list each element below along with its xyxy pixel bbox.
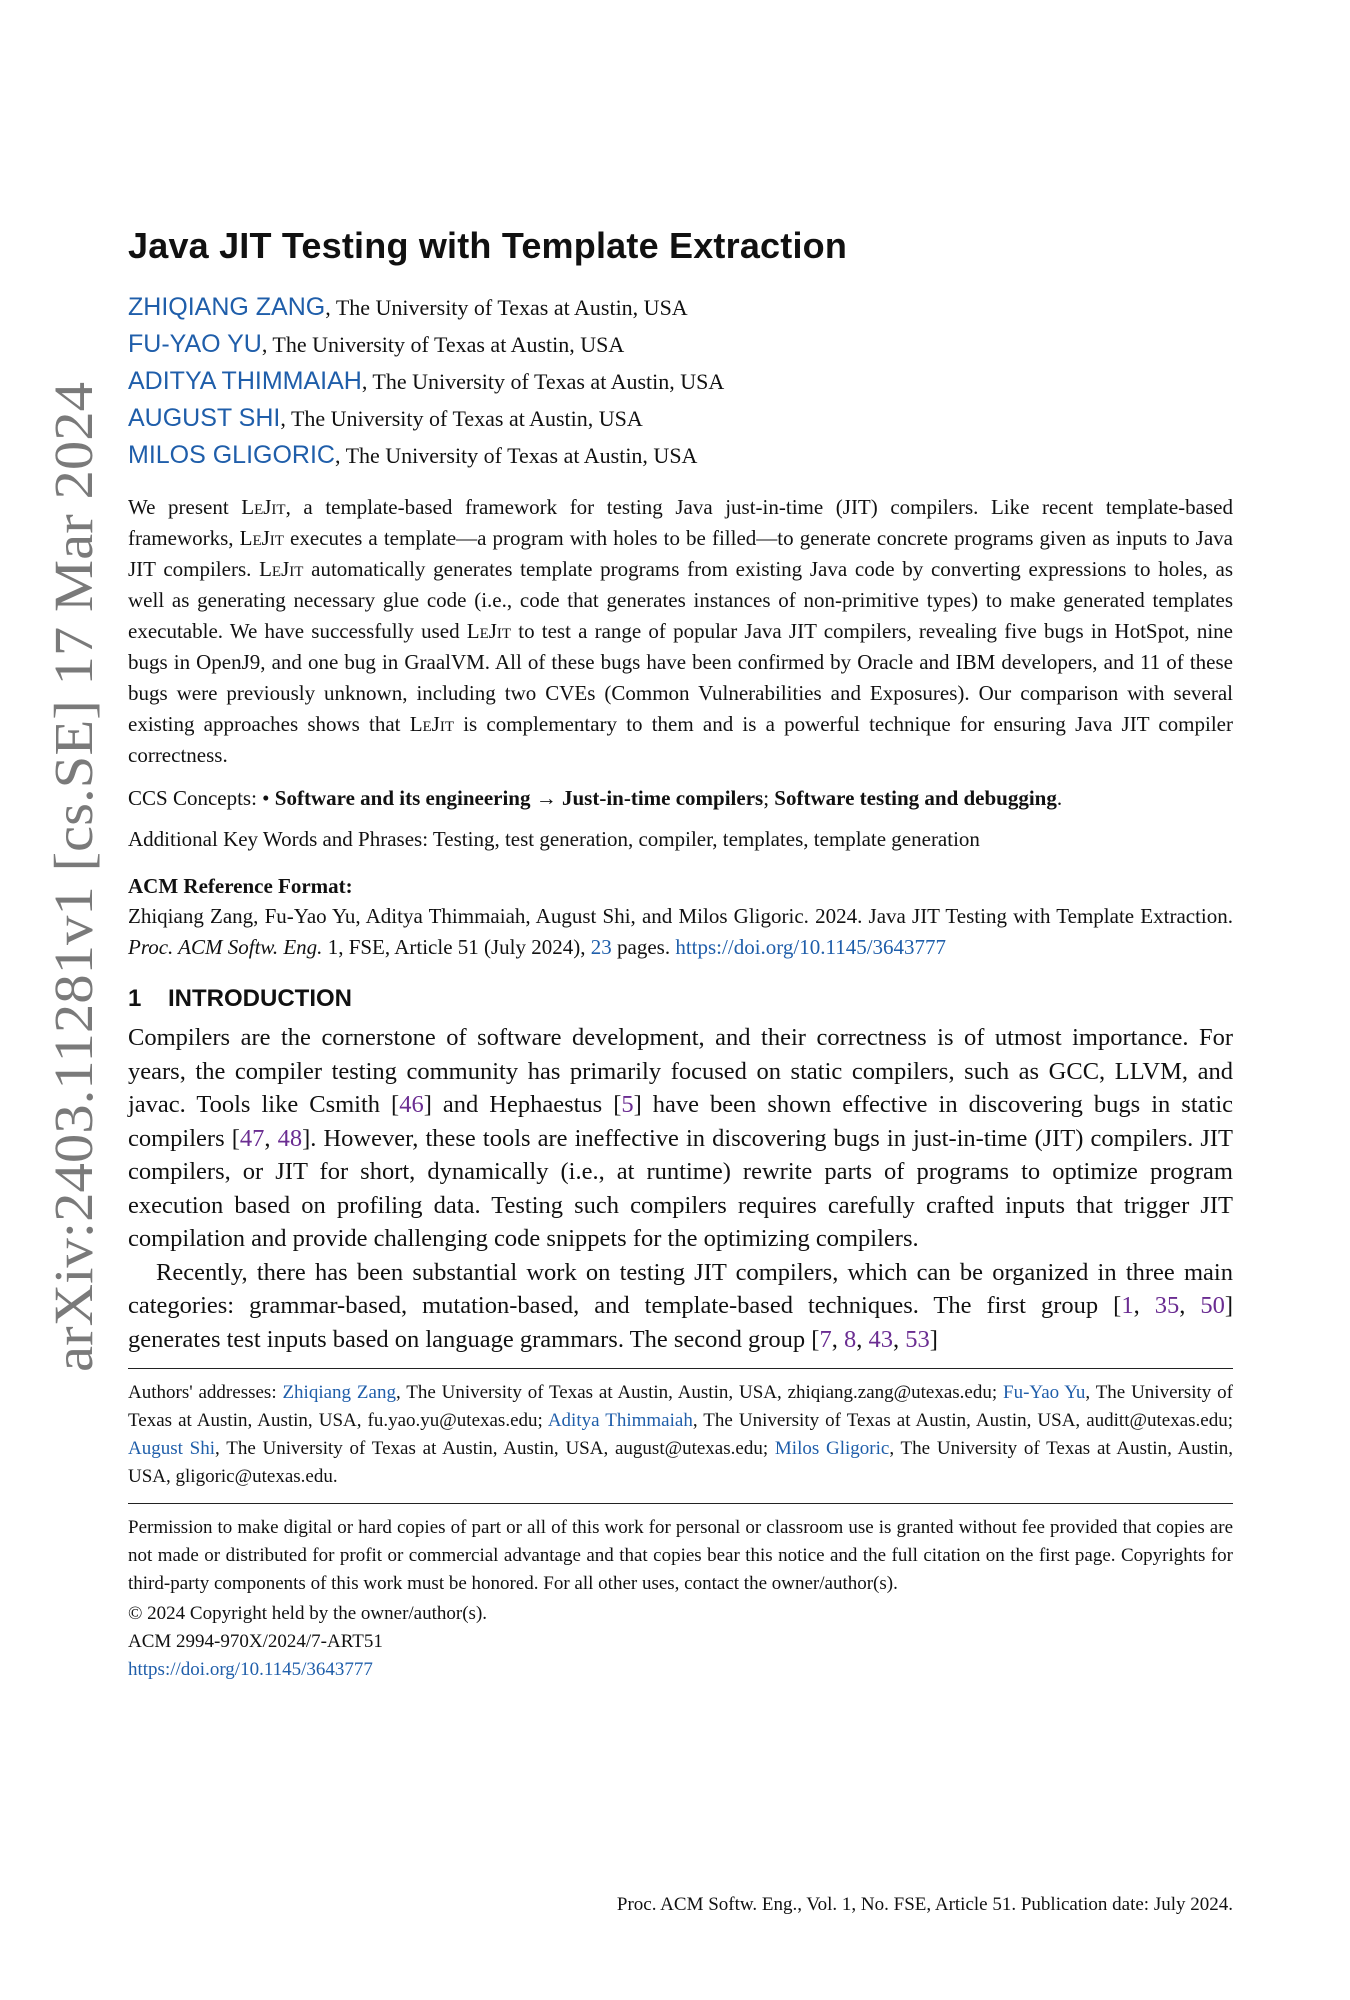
authors-addresses: Authors' addresses: Zhiqiang Zang, The University of Texas at Austin, Austin, USA, zhiqiang.zang@utexas.edu; Fu-Yao Yu, The University of Texas at Austin, Austin, USA, fu.yao.yu@utexas.edu; Aditya Thimmaiah, The University of Texas at Austin, Austin, USA, auditt@utexas.edu; August Shi, The University of Texas at Austin, Austin, USA, august@utexas.edu; Milos Gligoric, The University of Texas at Austin, Austin, USA, gligoric@utexas.edu. [128,1382,1233,1487]
abstract: We present LeJit, a template-based framework for testing Java just-in-time (JIT) compilers. Like recent template-based frameworks, LeJit executes a template—a program with holes to be filled—to generate concrete programs given as inputs to Java JIT compilers. LeJit automatically generates template programs from existing Java code by converting expressions to holes, as well as generating necessary glue code (i.e., code that generates instances of non-primitive types) to make generated templates executable. We have successfully used LeJit to test a range of popular Java JIT compilers, revealing five bugs in HotSpot, nine bugs in OpenJ9, and one bug in GraalVM. All of these bugs have been confirmed by Oracle and IBM developers, and 11 of these bugs were previously unknown, including two CVEs (Common Vulnerabilities and Exposures). Our comparison with several existing approaches shows that LeJit is complementary to them and is a powerful technique for ensuring Java JIT compiler correctness. [128,495,1233,767]
tool-name: LeJit [409,712,455,736]
author-name-link[interactable]: FU-YAO YU [128,330,262,358]
doi-footer-link[interactable]: https://doi.org/10.1145/3643777 [128,1659,373,1680]
copyright-block [128,1600,1233,1684]
citation-link[interactable]: 1 [1121,1292,1134,1319]
author-name-link[interactable]: ADITYA THIMMAIAH [128,367,362,395]
citation-link[interactable]: 47 [239,1124,265,1152]
author-name-link[interactable]: AUGUST SHI [128,404,281,432]
tool-name: LeJit [239,526,284,550]
author-affiliation: , The University of Texas at Austin, USA [261,332,625,357]
author-address-link[interactable]: Zhiqiang Zang [282,1382,396,1403]
citation-link[interactable]: 7 [819,1325,832,1353]
section-heading [128,985,1233,1013]
author-address-link[interactable]: Milos Gligoric [774,1438,890,1459]
author-affiliation: , The University of Texas at Austin, USA [325,295,688,320]
author-affiliation: , The University of Texas at Austin, USA [334,443,698,468]
citation-link[interactable]: 46 [399,1091,424,1118]
page-footer: Proc. ACM Softw. Eng., Vol. 1, No. FSE, Article 51. Publication date: July 2024. [616,1894,1233,1915]
section-title: INTRODUCTION [168,985,352,1012]
author-entry [128,400,1233,437]
citation-link[interactable]: 53 [905,1325,930,1353]
acm-reference-body: Zhiqiang Zang, Fu-Yao Yu, Aditya Thimmaiah, August Shi, and Milos Gligoric. 2024. Java JIT Testing with Template Extraction. Proc. ACM Softw. Eng. 1, FSE, Article 51 (July 2024), 23 pages. https://doi.org/10.1145/3643777 [128,904,1233,959]
paper-title: Java JIT Testing with Template Extraction [128,225,848,266]
acm-reference-heading: ACM Reference Format: [128,874,353,898]
author-entry [128,289,1233,326]
arxiv-stamp-text: arXiv:2403.11281v1 [cs.SE] 17 Mar 2024 [43,445,104,1372]
intro-paragraph-2: Recently, there has been substantial work on testing JIT compilers, which can be organized in three main categories: grammar-based, mutation-based, and template-based techniques. The first group [1, 35, 50] generates test inputs based on language grammars. The second group [7, 8, 43, 53] [128,1258,1234,1353]
citation-link[interactable]: 50 [1200,1292,1225,1319]
acm-code: ACM 2994-970X/2024/7-ART51 [128,1631,383,1652]
author-entry [128,363,1233,400]
tool-name: LeJit [241,495,286,519]
author-affiliation: , The University of Texas at Austin, USA [361,369,725,394]
author-address-link[interactable]: Aditya Thimmaiah [547,1410,693,1431]
author-name-link[interactable]: ZHIQIANG ZANG [128,293,326,321]
permission-notice: Permission to make digital or hard copies of part or all of this work for personal or classroom use is granted without fee provided that copies are not made or distributed for profit or commercial advantage and that copies bear this notice and the full citation on the first page. Copyrights for third-party components of this work must be honored. For all other uses, contact the owner/author(s). [128,1517,1233,1594]
citation-link[interactable]: 43 [868,1325,893,1353]
keywords: Additional Key Words and Phrases: Testing, test generation, compiler, templates, template generation [128,827,980,851]
author-address-link[interactable]: August Shi [128,1438,216,1459]
author-entry [128,326,1233,363]
author-affiliation: , The University of Texas at Austin, USA [280,406,643,431]
pages-link[interactable]: 23 [590,935,612,959]
author-address-link[interactable]: Fu-Yao Yu [1003,1382,1086,1403]
section-number: 1 [128,985,142,1012]
citation-link[interactable]: 35 [1154,1292,1180,1319]
paper-page [128,225,1233,1684]
ccs-concepts: CCS Concepts: • Software and its engineering → Just-in-time compilers; Software testing and debugging. [128,786,1063,810]
citation-link[interactable]: 5 [621,1091,634,1118]
permission-divider [128,1503,1233,1504]
footnote-divider [128,1368,1233,1369]
author-entry [128,437,1233,474]
tool-name: LeJit [259,557,304,581]
tool-name: LeJit [466,619,512,643]
author-name-link[interactable]: MILOS GLIGORIC [128,441,335,469]
copyright-line: © 2024 Copyright held by the owner/author(s). [128,1603,488,1624]
citation-link[interactable]: 48 [277,1124,303,1152]
author-list [128,289,1233,474]
doi-link[interactable]: https://doi.org/10.1145/3643777 [675,935,947,959]
citation-link[interactable]: 8 [843,1325,857,1353]
intro-paragraph-1: Compilers are the cornerstone of software development, and their correctness is of utmost importance. For years, the compiler testing community has primarily focused on static compilers, such as GCC, LLVM, and javac. Tools like Csmith [46] and Hephaestus [5] have been shown effective in discovering bugs in static compilers [47, 48]. However, these tools are ineffective in discovering bugs in just-in-time (JIT) compilers. JIT compilers, or JIT for short, dynamically (i.e., at runtime) rewrite parts of programs to optimize program execution based on profiling data. Testing such compilers requires carefully crafted inputs that trigger JIT compilation and provide challenging code snippets for the optimizing compilers. [128,1024,1233,1252]
